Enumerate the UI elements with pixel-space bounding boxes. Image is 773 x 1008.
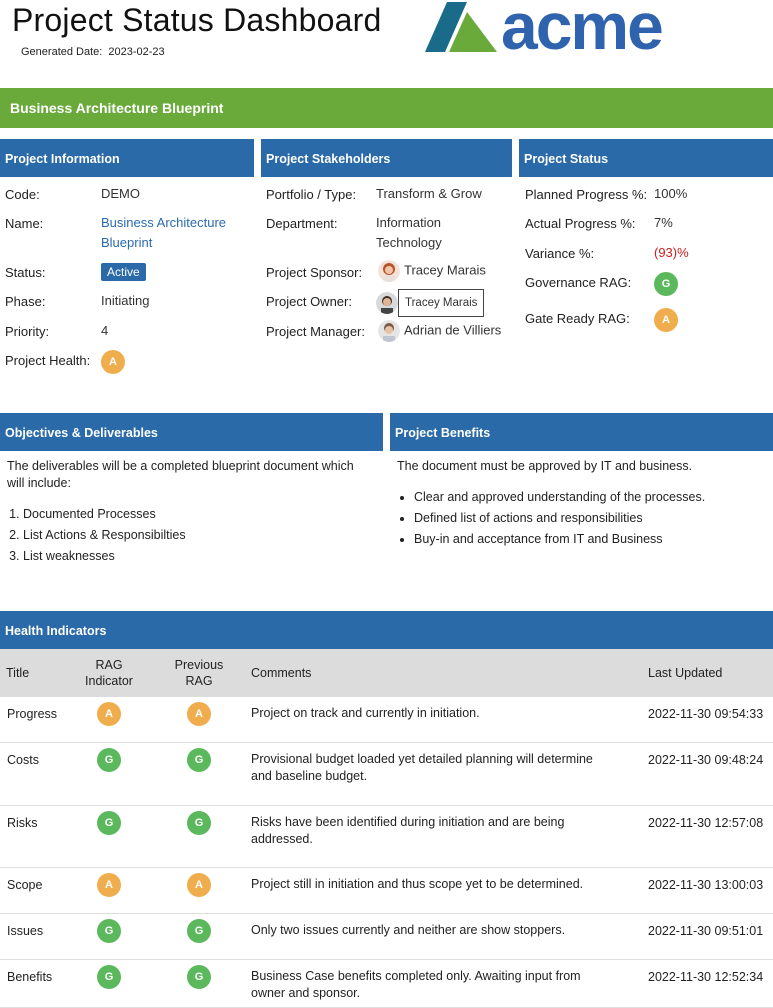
list-item: 2. List Actions & Responsibilties [23,525,186,546]
owner-value[interactable] [376,289,484,317]
previous-rag-indicator: A [187,702,211,726]
owner-tooltip: Tracey Marais [398,289,484,317]
col-rag-line1: RAG [95,658,123,672]
manager-name: Adrian de Villiers [404,322,502,338]
row-updated: 2022-11-30 09:48:24 [648,753,764,767]
comment-line1: Only two issues currently and neither are show stoppers. [251,923,566,937]
status-badge-text: Active [101,263,146,281]
sponsor-value[interactable] [378,260,486,282]
benefits-intro: The document must be approved by IT and business. [397,459,693,473]
table-row [0,960,773,1008]
row-title: Progress [7,707,58,721]
row-updated: 2022-11-30 13:00:03 [648,878,764,892]
health-table-header [0,649,773,697]
code-value: DEMO [101,186,140,201]
priority-label: Priority: [5,324,50,339]
row-prev-rag [187,873,211,897]
manager-avatar [378,320,400,342]
objectives-intro-line2: will include: [7,476,71,490]
status-badge [101,263,146,281]
priority-value: 4 [101,323,109,338]
governance-rag [654,272,678,296]
comment-line1: Project on track and currently in initiation. [251,706,480,720]
col-rag [74,657,144,689]
owner-avatar [376,292,398,314]
logo-text: acme [501,2,662,54]
row-comment [251,705,480,722]
row-prev-rag [187,811,211,835]
governance-rag-text: G [654,272,678,296]
col-title: Title [6,666,30,680]
planned-value: 100% [654,186,688,201]
col-rag-line2: Indicator [85,674,133,688]
row-updated: 2022-11-30 09:54:33 [648,707,764,721]
generated-date-label: Generated Date: [21,46,103,58]
objectives-intro [7,458,379,492]
rag-indicator: A [97,702,121,726]
row-rag [97,873,121,897]
variance-label: Variance %: [525,246,595,261]
gate-rag [654,308,678,332]
list-item: • Clear and approved understanding of the processes. [414,487,705,508]
generated-date-value: 2023-02-23 [108,46,165,58]
row-comment [251,968,581,1002]
department-line1: Information [376,215,442,230]
previous-rag-indicator: G [187,748,211,772]
list-item: 3. List weaknesses [23,546,186,567]
list-item: 1. Documented Processes [23,504,186,525]
comment-line2: and baseline budget. [251,769,368,783]
row-rag [97,702,121,726]
comment-line2: owner and sponsor. [251,986,361,1000]
status-label: Status: [5,265,46,280]
actual-value: 7% [654,215,673,230]
row-comment [251,814,564,848]
phase-label: Phase: [5,294,46,309]
col-prev-line1: Previous [174,658,224,672]
row-prev-rag [187,748,211,772]
name-label: Name: [5,216,44,231]
name-line1: Business Architecture [101,215,227,230]
phase-value: Initiating [101,293,150,308]
row-rag [97,811,121,835]
sponsor-avatar [378,260,400,282]
rag-indicator: G [97,919,121,943]
comment-line2: addressed. [251,832,313,846]
department-value [376,213,442,253]
manager-value[interactable] [378,320,501,342]
row-prev-rag [187,702,211,726]
row-comment [251,922,565,939]
previous-rag-indicator: G [187,811,211,835]
row-title: Risks [7,816,38,830]
row-rag [97,748,121,772]
project-info-heading: Project Information [0,139,254,177]
acme-logo [425,2,737,54]
comment-line1: Risks have been identified during initiation and are being [251,815,565,829]
previous-rag-indicator: G [187,919,211,943]
code-label: Code: [5,187,40,202]
previous-rag-indicator: G [187,965,211,989]
planned-label: Planned Progress %: [525,187,648,202]
manager-label: Project Manager: [266,324,365,339]
governance-label: Governance RAG: [525,275,632,290]
rag-indicator: G [97,811,121,835]
rag-indicator: A [97,873,121,897]
name-link[interactable] [101,213,226,253]
objectives-list [6,504,186,567]
table-row [0,868,773,914]
actual-label: Actual Progress %: [525,216,636,231]
row-prev-rag [187,919,211,943]
row-rag [97,965,121,989]
sponsor-name: Tracey Marais [404,262,486,278]
project-status-heading: Project Status [519,139,773,177]
previous-rag-indicator: A [187,873,211,897]
sponsor-label: Project Sponsor: [266,265,363,280]
table-row [0,806,773,868]
col-prev [164,657,234,689]
gate-rag-text: A [654,308,678,332]
objectives-heading: Objectives & Deliverables [0,413,383,451]
owner-label: Project Owner: [266,294,352,309]
health-indicators-heading: Health Indicators [0,611,773,649]
department-label: Department: [266,216,338,231]
col-comments: Comments [251,666,312,680]
name-line2: Blueprint [101,235,153,250]
row-title: Issues [7,924,44,938]
comment-line1: Project still in initiation and thus scope yet to be determined. [251,877,584,891]
page-title: Project Status Dashboard [12,2,382,38]
row-rag [97,919,121,943]
generated-date [21,46,171,58]
row-comment [251,751,593,785]
gate-label: Gate Ready RAG: [525,311,630,326]
comment-line1: Business Case benefits completed only. Awaiting input from [251,969,581,983]
row-title: Costs [7,753,39,767]
row-updated: 2022-11-30 09:51:01 [648,924,764,938]
benefits-heading: Project Benefits [390,413,773,451]
objectives-intro-line1: The deliverables will be a completed blueprint document which [7,459,354,473]
row-title: Scope [7,878,43,892]
row-updated: 2022-11-30 12:57:08 [648,816,764,830]
row-prev-rag [187,965,211,989]
col-updated: Last Updated [648,666,723,680]
health-label: Project Health: [5,353,91,368]
table-row [0,743,773,806]
list-item: • Defined list of actions and responsibilities [414,508,705,529]
rag-indicator: G [97,748,121,772]
col-prev-line2: RAG [185,674,213,688]
health-rag-text: A [101,350,125,374]
row-updated: 2022-11-30 12:52:34 [648,970,764,984]
health-rag [101,350,125,374]
table-row [0,697,773,743]
comment-line1: Provisional budget loaded yet detailed planning will determine [251,752,593,766]
row-title: Benefits [7,970,53,984]
portfolio-label: Portfolio / Type: [266,187,357,202]
list-item: • Buy-in and acceptance from IT and Business [414,529,705,550]
table-row [0,914,773,960]
variance-value: (93)% [654,245,689,260]
portfolio-value: Transform & Grow [376,186,482,201]
project-name-banner: Business Architecture Blueprint [0,88,773,128]
row-comment [251,876,583,893]
rag-indicator: G [97,965,121,989]
department-line2: Technology [376,235,442,250]
stakeholders-heading: Project Stakeholders [261,139,512,177]
benefits-list [396,487,705,550]
